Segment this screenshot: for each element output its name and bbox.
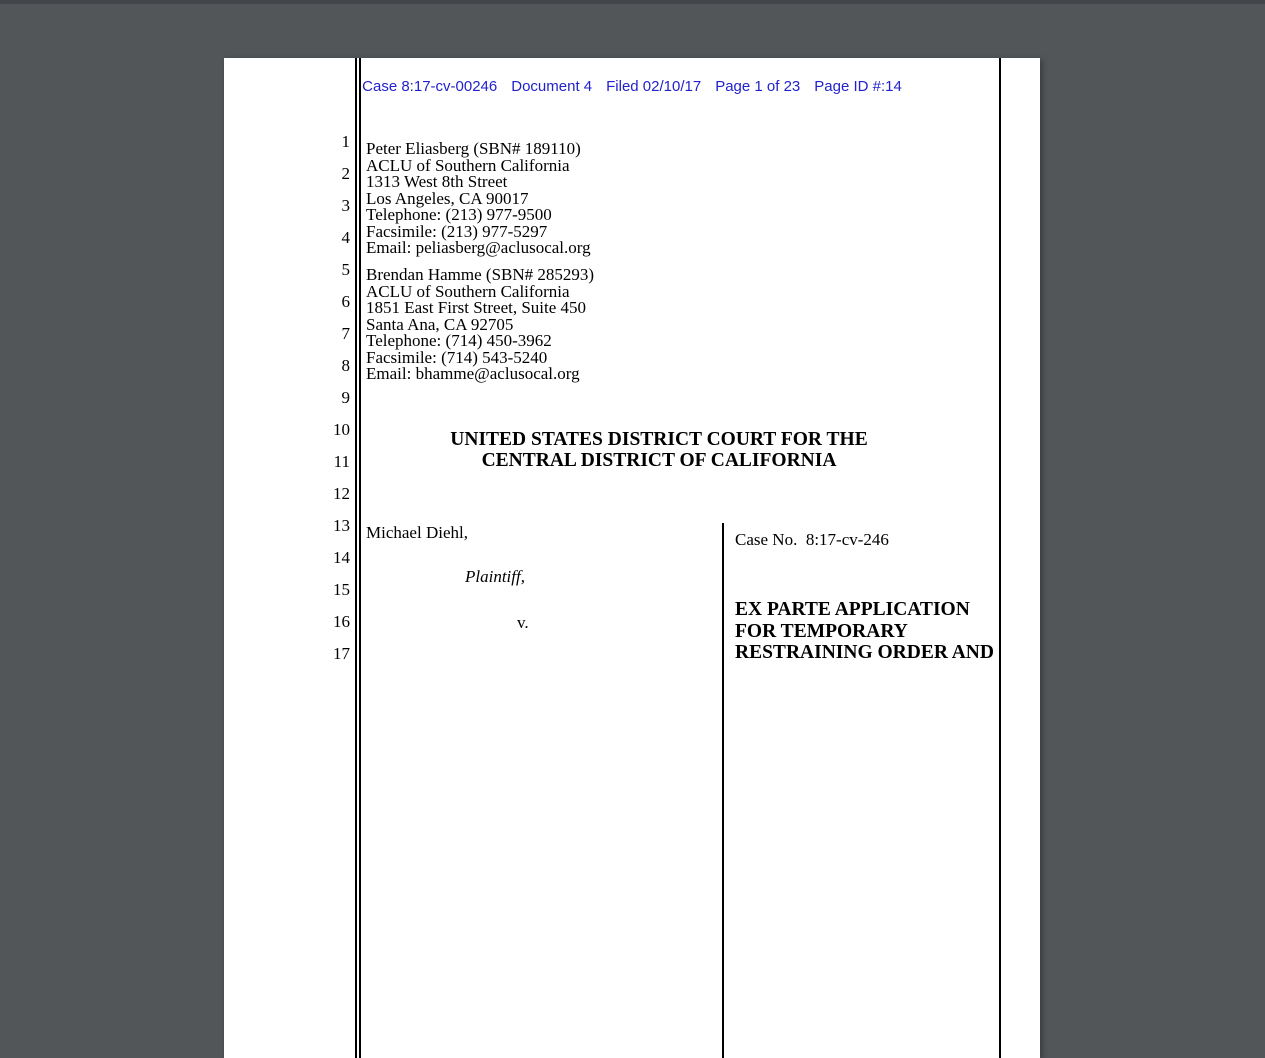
viewer-top-strip [0,0,1265,4]
ecf-stamp-case: Case 8:17-cv-00246 [362,78,498,95]
attorney-block-1 [366,141,591,257]
attorney-name: Peter Eliasberg (SBN# 189110) [366,139,581,158]
attorney-org: ACLU of Southern California [366,155,570,175]
court-title [366,429,952,471]
application-title-line2: FOR TEMPORARY [735,620,908,642]
attorney-email: Email: peliasberg@aclusocal.org [366,238,591,257]
line-number: 7 [341,324,350,343]
pleading-left-rule-inner [359,58,361,1058]
line-number: 11 [333,452,350,471]
pleading-right-rule [999,58,1001,1058]
application-title-line3: RESTRAINING ORDER AND [735,642,994,663]
line-number: 15 [333,580,350,599]
plaintiff-role: Plaintiff, [465,567,525,586]
application-title [735,599,994,664]
court-title-line1: UNITED STATES DISTRICT COURT FOR THE [450,429,868,450]
line-number: 12 [333,484,350,503]
attorney-city: Los Angeles, CA 90017 [366,188,529,208]
line-number: 17 [333,644,350,663]
line-number: 10 [333,420,350,439]
plaintiff-name: Michael Diehl, [366,523,468,542]
application-title-line1: EX PARTE APPLICATION [735,599,970,620]
attorney-street: 1313 West 8th Street [366,172,508,191]
attorney-street: 1851 East First Street, Suite 450 [366,298,587,317]
line-number: 9 [341,388,350,407]
attorney-city: Santa Ana, CA 92705 [366,314,514,334]
line-number: 1 [341,132,350,151]
line-number: 2 [341,164,350,183]
line-number: 4 [341,228,350,247]
ecf-stamp-filed: Filed 02/10/17 [606,78,702,95]
line-number: 3 [341,196,350,215]
attorney-org: ACLU of Southern California [366,281,570,301]
versus: v. [517,613,529,632]
court-title-line2: CENTRAL DISTRICT OF CALIFORNIA [481,450,837,471]
attorney-facsimile: Facsimile: (213) 977-5297 [366,221,548,241]
line-number: 5 [341,260,350,279]
attorney-block-2 [366,267,594,383]
ecf-stamp-page-id: Page ID #:14 [814,78,902,95]
case-number: Case No. 8:17-cv-246 [735,530,889,549]
ecf-stamp-page: Page 1 of 23 [715,78,801,95]
line-number: 14 [333,548,350,567]
ecf-stamp [224,78,1040,95]
line-number: 13 [333,516,350,535]
caption-divider-rule [722,523,724,1058]
attorney-telephone: Telephone: (714) 450-3962 [366,331,552,350]
line-number: 8 [341,356,350,375]
line-number: 6 [341,292,350,311]
attorney-email: Email: bhamme@aclusocal.org [366,364,580,383]
pdf-page [224,58,1040,1058]
attorney-name: Brendan Hamme (SBN# 285293) [366,265,595,284]
pleading-left-rule-outer [355,58,357,1058]
attorney-telephone: Telephone: (213) 977-9500 [366,205,552,224]
line-number: 16 [333,612,350,631]
pleading-line-numbers [224,126,350,670]
attorney-facsimile: Facsimile: (714) 543-5240 [366,347,548,367]
ecf-stamp-document: Document 4 [511,78,593,95]
